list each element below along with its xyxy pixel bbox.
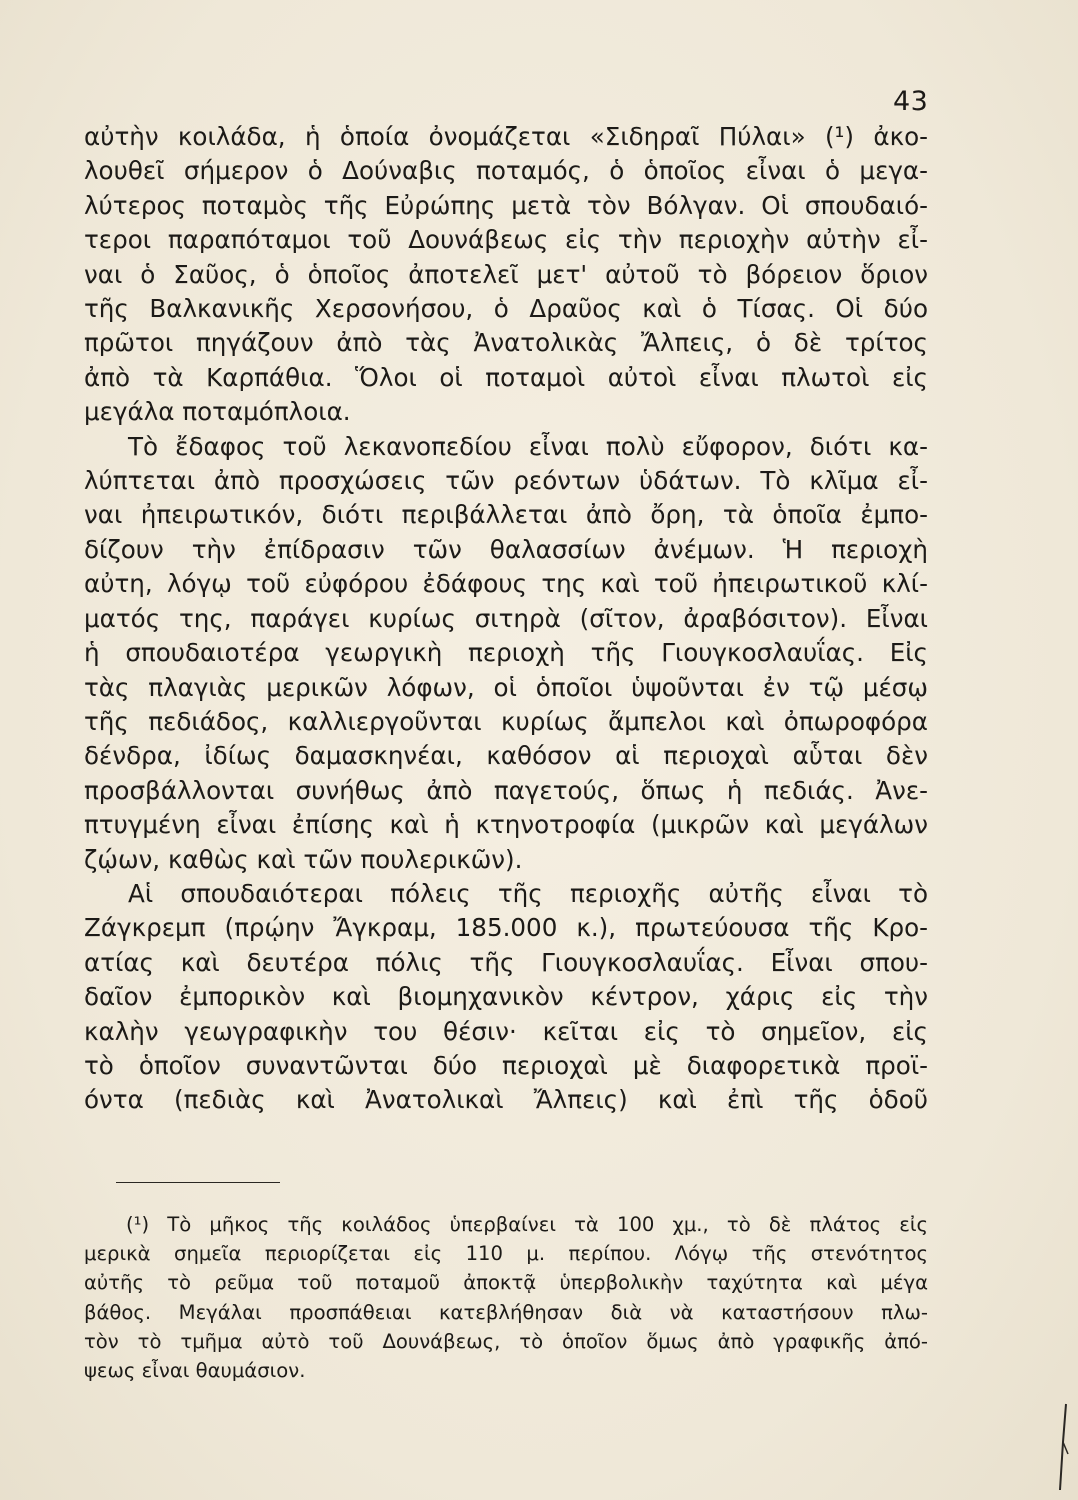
text-line: προσβάλλονται συνήθως ἀπὸ παγετούς, ὅπως ἡ πεδιάς. Ἀνε- — [84, 775, 928, 805]
footnote-line: αὐτῆς τὸ ρεῦμα τοῦ ποταμοῦ ἀποκτᾷ ὑπερβολικὴν ταχύτητα καὶ μέγα — [84, 1271, 928, 1295]
text-line: δένδρα, ἰδίως δαμασκηνέαι, καθόσον αἱ περιοχαὶ αὗται δὲν — [84, 741, 928, 771]
text-line: ζῴων, καθὼς καὶ τῶν πουλερικῶν). — [84, 844, 523, 874]
text-line: Ζάγκρεμπ (πρῴην Ἄγκραμ, 185.000 κ.), πρωτεύουσα τῆς Κρο- — [84, 913, 928, 943]
footnote-line: βάθος. Μεγάλαι προσπάθειαι κατεβλήθησαν διὰ νὰ καταστήσουν πλω- — [84, 1300, 928, 1324]
footnote-line: τὸν τὸ τμῆμα αὐτὸ τοῦ Δουνάβεως, τὸ ὁποῖον ὅμως ἀπὸ γραφικῆς ἀπό- — [84, 1329, 928, 1353]
text-line: ναι ὁ Σαῦος, ὁ ὁποῖος ἀποτελεῖ μετ' αὐτοῦ τὸ βόρειον ὅριον — [84, 259, 928, 289]
footnote-divider — [116, 1182, 280, 1183]
text-line: δαῖον ἐμπορικὸν καὶ βιομηχανικὸν κέντρον, χάρις εἰς τὴν — [84, 982, 928, 1012]
text-line: λύπτεται ἀπὸ προσχώσεις τῶν ρεόντων ὑδάτων. Τὸ κλῖμα εἶ- — [84, 466, 928, 496]
text-line: καλὴν γεωγραφικὴν του θέσιν· κεῖται εἰς τὸ σημεῖον, εἰς — [84, 1016, 928, 1046]
text-line: πτυγμένη εἶναι ἐπίσης καὶ ἡ κτηνοτροφία (μικρῶν καὶ μεγάλων — [84, 810, 928, 840]
text-line: τεροι παραπόταμοι τοῦ Δουνάβεως εἰς τὴν περιοχὴν αὐτὴν εἶ- — [84, 225, 928, 255]
text-line: λύτερος ποταμὸς τῆς Εὐρώπης μετὰ τὸν Βόλγαν. Οἱ σπουδαιό- — [84, 190, 928, 220]
pencil-mark — [1054, 1402, 1072, 1492]
text-line: ματός της, παράγει κυρίως σιτηρὰ (σῖτον, ἀραβόσιτον). Εἶναι — [84, 603, 928, 633]
text-line: τῆς πεδιάδος, καλλιεργοῦνται κυρίως ἄμπελοι καὶ ὀπωροφόρα — [84, 706, 928, 736]
text-line: τῆς Βαλκανικῆς Χερσονήσου, ὁ Δραῦος καὶ ὁ Τίσας. Οἱ δύο — [84, 294, 928, 324]
text-line: λουθεῖ σήμερον ὁ Δούναβις ποταμός, ὁ ὁποῖος εἶναι ὁ μεγα- — [84, 156, 928, 186]
text-line: δίζουν τὴν ἐπίδρασιν τῶν θαλασσίων ἀνέμων. Ἡ περιοχὴ — [84, 534, 928, 564]
page-number: 43 — [893, 86, 929, 117]
footnote-line: μερικὰ σημεῖα περιορίζεται εἰς 110 μ. περίπου. Λόγῳ τῆς στενότητος — [84, 1242, 928, 1266]
body-text — [84, 120, 928, 1118]
text-line: ναι ἠπειρωτικόν, διότι περιβάλλεται ἀπὸ ὄρη, τὰ ὁποῖα ἐμπο- — [84, 500, 928, 530]
text-line: Αἱ σπουδαιότεραι πόλεις τῆς περιοχῆς αὐτῆς εἶναι τὸ — [128, 878, 928, 908]
text-line: ἡ σπουδαιοτέρα γεωργικὴ περιοχὴ τῆς Γιουγκοσλαυΐας. Εἰς — [84, 638, 928, 668]
text-line: αὐτη, λόγῳ τοῦ εὐφόρου ἐδάφους της καὶ τοῦ ἠπειρωτικοῦ κλί- — [84, 569, 928, 599]
text-line: πρῶτοι πηγάζουν ἀπὸ τὰς Ἀνατολικὰς Ἄλπεις, ὁ δὲ τρίτος — [84, 328, 928, 358]
footnote-line: (¹) Τὸ μῆκος τῆς κοιλάδος ὑπερβαίνει τὰ 100 χμ., τὸ δὲ πλάτος εἰς — [126, 1213, 928, 1236]
text-line: μεγάλα ποταμόπλοια. — [84, 397, 351, 427]
text-line: αὐτὴν κοιλάδα, ἡ ὁποία ὀνομάζεται «Σιδηραῖ Πύλαι» (¹) ἀκο- — [84, 122, 928, 151]
footnote — [84, 1210, 928, 1385]
footnote-line: ψεως εἶναι θαυμάσιον. — [84, 1359, 306, 1383]
text-line: ατίας καὶ δευτέρα πόλις τῆς Γιουγκοσλαυΐας. Εἶναι σπου- — [84, 947, 928, 977]
text-line: Τὸ ἔδαφος τοῦ λεκανοπεδίου εἶναι πολὺ εὔφορον, διότι κα- — [128, 431, 928, 461]
text-line: τὰς πλαγιὰς μερικῶν λόφων, οἱ ὁποῖοι ὑψοῦνται ἐν τῷ μέσῳ — [84, 672, 928, 702]
text-line: όντα (πεδιὰς καὶ Ἀνατολικαὶ Ἄλπεις) καὶ ἐπὶ τῆς ὁδοῦ — [84, 1085, 928, 1115]
text-line: ἀπὸ τὰ Καρπάθια. Ὅλοι οἱ ποταμοὶ αὐτοὶ εἶναι πλωτοὶ εἰς — [84, 362, 928, 392]
text-line: τὸ ὁποῖον συναντῶνται δύο περιοχαὶ μὲ διαφορετικὰ προϊ- — [84, 1050, 928, 1080]
